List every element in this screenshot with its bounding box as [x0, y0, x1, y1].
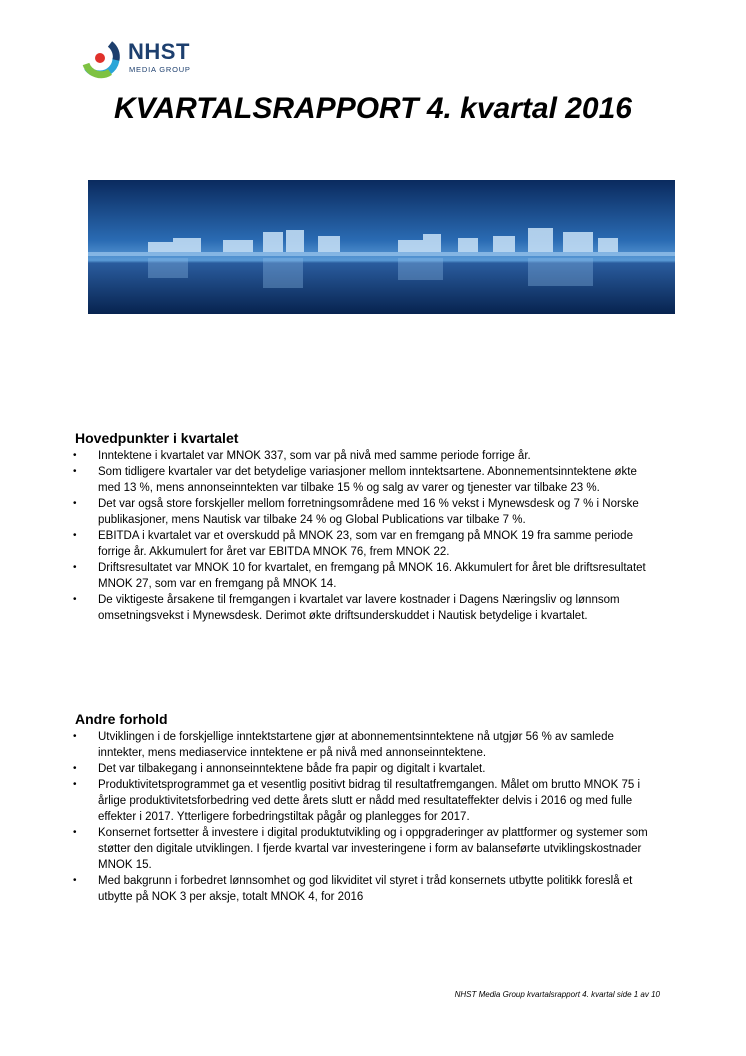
list-item: • EBITDA i kvartalet var et overskudd på MNOK 23, som var en fremgang på MNOK 19 fra samme periode forrige år. Akkumulert for året var EBITDA MNOK 76, frem MNOK 22.	[73, 530, 633, 558]
list-item: • Driftsresultatet var MNOK 10 for kvartalet, en fremgang på MNOK 16. Akkumulert for året ble driftsresultatet MNOK 27, som var en fremgang på MNOK 14.	[73, 562, 646, 590]
other-matters-list	[70, 729, 660, 905]
logo-name: NHST	[128, 39, 190, 64]
list-item: • Det var tilbakegang i annonseinntektene både fra papir og digitalt i kvartalet.	[73, 763, 486, 775]
section-heading-other-matters: Andre forhold	[75, 711, 168, 727]
list-item: • Det var også store forskjeller mellom forretningsområdene med 16 % vekst i Mynewsdesk og 7 % i Norske publikasjoner, mens Nautisk var tilbake 24 % og Global Publications var tilbake 7 %.	[73, 498, 639, 526]
report-title: KVARTALSRAPPORT 4. kvartal 2016	[114, 92, 632, 125]
list-item: • De viktigeste årsakene til fremgangen i kvartalet var lavere kostnader i Dagens Næringsliv og lønnsom omsetningsvekst i Mynewsdesk. Derimot økte driftsunderskuddet i Nautisk betydelige i kvartalet.	[73, 594, 620, 622]
list-item: • Med bakgrunn i forbedret lønnsomhet og god likviditet vil styret i tråd konsernets utbytte politikk foreslå et utbytte på NOK 3 per aksje, totalt MNOK 4, for 2016	[73, 875, 633, 903]
list-item: • Som tidligere kvartaler var det betydelige variasjoner mellom inntektsartene. Abonnementsinntektene økte med 13 %, mens annonseinntekten var tilbake 15 % og salg av varer og tjenester var tilbake 23 %.	[73, 466, 637, 494]
section-heading-main-points: Hovedpunkter i kvartalet	[75, 430, 239, 446]
main-points-list	[70, 448, 660, 624]
page-footer: NHST Media Group kvartalsrapport 4. kvartal side 1 av 10	[454, 990, 660, 999]
city-skyline-image	[88, 180, 675, 314]
list-item: • Utviklingen i de forskjellige inntektstartene gjør at abonnementsinntektene nå utgjør 56 % av samlede inntekter, mens mediaservice inntektene er på nivå med annonseinntektene.	[73, 731, 614, 759]
logo-mark-icon	[80, 36, 124, 80]
company-logo	[80, 36, 210, 80]
list-item: • Inntektene i kvartalet var MNOK 337, som var på nivå med samme periode forrige år.	[73, 450, 531, 462]
list-item: • Konsernet fortsetter å investere i digital produktutvikling og i oppgraderinger av plattformer og systemer som støtter den digitale utviklingen. I fjerde kvartal var investeringene i form av balanseførte utviklingskostnader MNOK 15.	[73, 827, 648, 871]
logo-subtitle: MEDIA GROUP	[129, 65, 191, 74]
list-item: • Produktivitetsprogrammet ga et vesentlig positivt bidrag til resultatfremgangen. Målet om brutto MNOK 75 i årlige produktivitetsforbedring ved dette årets slutt er nådd med resultateffekter delvis i 2016 og med fulle effekter i 2017. Ytterligere forbedringstiltak pågår og planlegges for 2017.	[73, 779, 641, 823]
